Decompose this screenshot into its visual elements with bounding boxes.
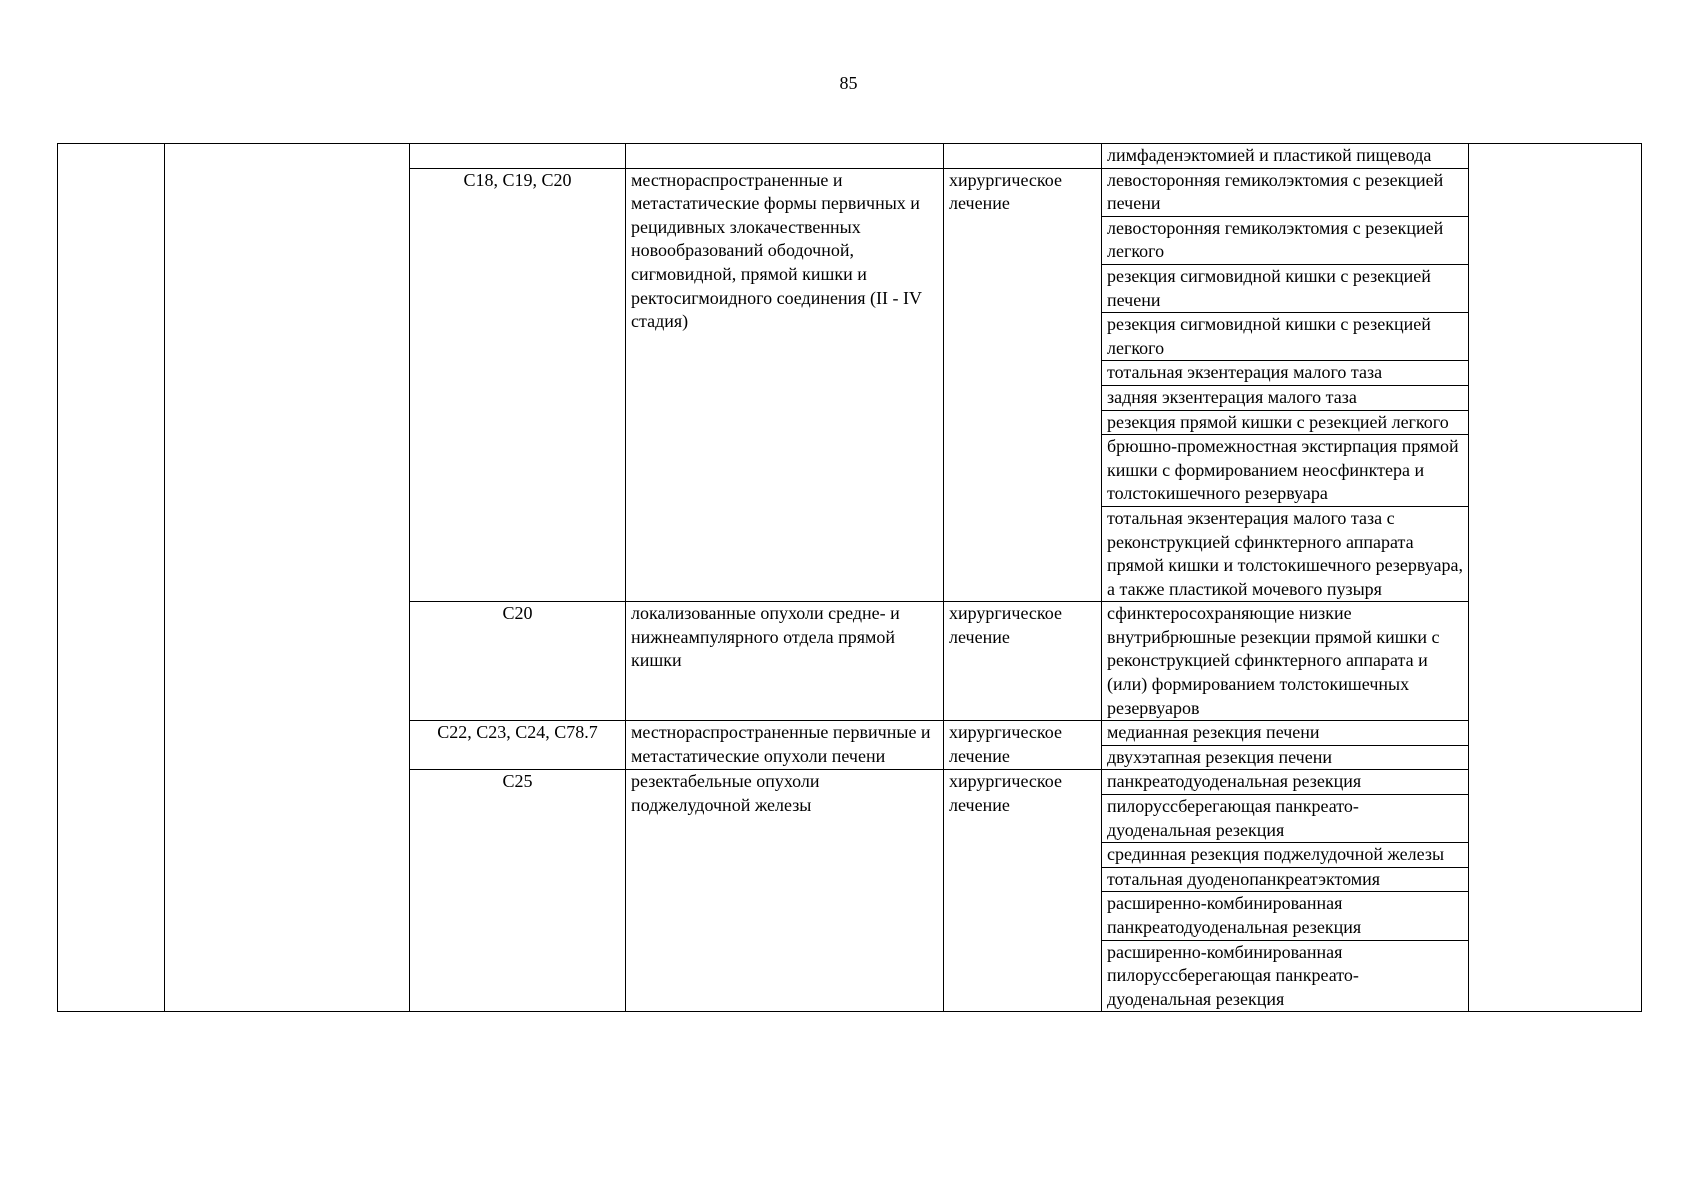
condition-cell [626, 144, 944, 169]
method-cell: резекция сигмовидной кишки с резекцией легкого [1102, 313, 1469, 361]
method-cell: лимфаденэктомией и пластикой пищевода [1102, 144, 1469, 169]
treatment-table [57, 143, 1642, 1012]
method-cell: медианная резекция печени [1102, 721, 1469, 746]
method-cell: двухэтапная резекция печени [1102, 745, 1469, 770]
method-cell: резекция сигмовидной кишки с резекцией печени [1102, 264, 1469, 312]
method-cell: тотальная экзентерация малого таза [1102, 361, 1469, 386]
condition-cell: местнораспространенные и метастатические формы первичных и рецидивных злокачественных новообразований ободочной, сигмовидной, прямой кишки и ректосигмоидного соединения (II - IV стадия) [626, 168, 944, 602]
method-cell: тотальная дуоденопанкреатэктомия [1102, 867, 1469, 892]
method-cell: левосторонняя гемиколэктомия с резекцией легкого [1102, 216, 1469, 264]
icd-code-cell: C22, C23, C24, C78.7 [410, 721, 626, 770]
icd-code-cell [410, 144, 626, 169]
condition-cell: местнораспространенные первичные и метастатические опухоли печени [626, 721, 944, 770]
icd-code-cell: C25 [410, 770, 626, 1012]
table-row [58, 144, 1642, 169]
method-cell: срединная резекция поджелудочной железы [1102, 843, 1469, 868]
cost-cell [1469, 144, 1642, 1012]
method-cell: брюшно-промежностная экстирпация прямой кишки с формированием неосфинктера и толстокишечного резервуара [1102, 435, 1469, 507]
treatment-cell: хирургическое лечение [944, 602, 1102, 721]
method-cell: тотальная экзентерация малого таза с реконструкцией сфинктерного аппарата прямой кишки и толстокишечного резервуара, а также пластикой мочевого пузыря [1102, 506, 1469, 601]
treatment-cell [944, 144, 1102, 169]
treatment-cell: хирургическое лечение [944, 168, 1102, 602]
icd-code-cell: C20 [410, 602, 626, 721]
method-cell: пилоруссберегающая панкреато-дуоденальная резекция [1102, 795, 1469, 843]
method-cell: сфинктеросохраняющие низкие внутрибрюшные резекции прямой кишки с реконструкцией сфинктерного аппарата и (или) формированием толстокишечных резервуаров [1102, 602, 1469, 721]
method-cell: панкреатодуоденальная резекция [1102, 770, 1469, 795]
method-cell: расширенно-комбинированная пилоруссберегающая панкреато-дуоденальная резекция [1102, 940, 1469, 1012]
method-cell: резекция прямой кишки с резекцией легкого [1102, 410, 1469, 435]
method-cell: задняя экзентерация малого таза [1102, 385, 1469, 410]
condition-cell: локализованные опухоли средне- и нижнеампулярного отдела прямой кишки [626, 602, 944, 721]
method-cell: расширенно-комбинированная панкреатодуоденальная резекция [1102, 892, 1469, 940]
row-number-cell [58, 144, 165, 1012]
condition-cell: резектабельные опухоли поджелудочной железы [626, 770, 944, 1012]
care-type-cell [165, 144, 410, 1012]
icd-code-cell: C18, C19, C20 [410, 168, 626, 602]
treatment-cell: хирургическое лечение [944, 770, 1102, 1012]
method-cell: левосторонняя гемиколэктомия с резекцией печени [1102, 168, 1469, 216]
page-number: 85 [839, 73, 858, 93]
treatment-cell: хирургическое лечение [944, 721, 1102, 770]
